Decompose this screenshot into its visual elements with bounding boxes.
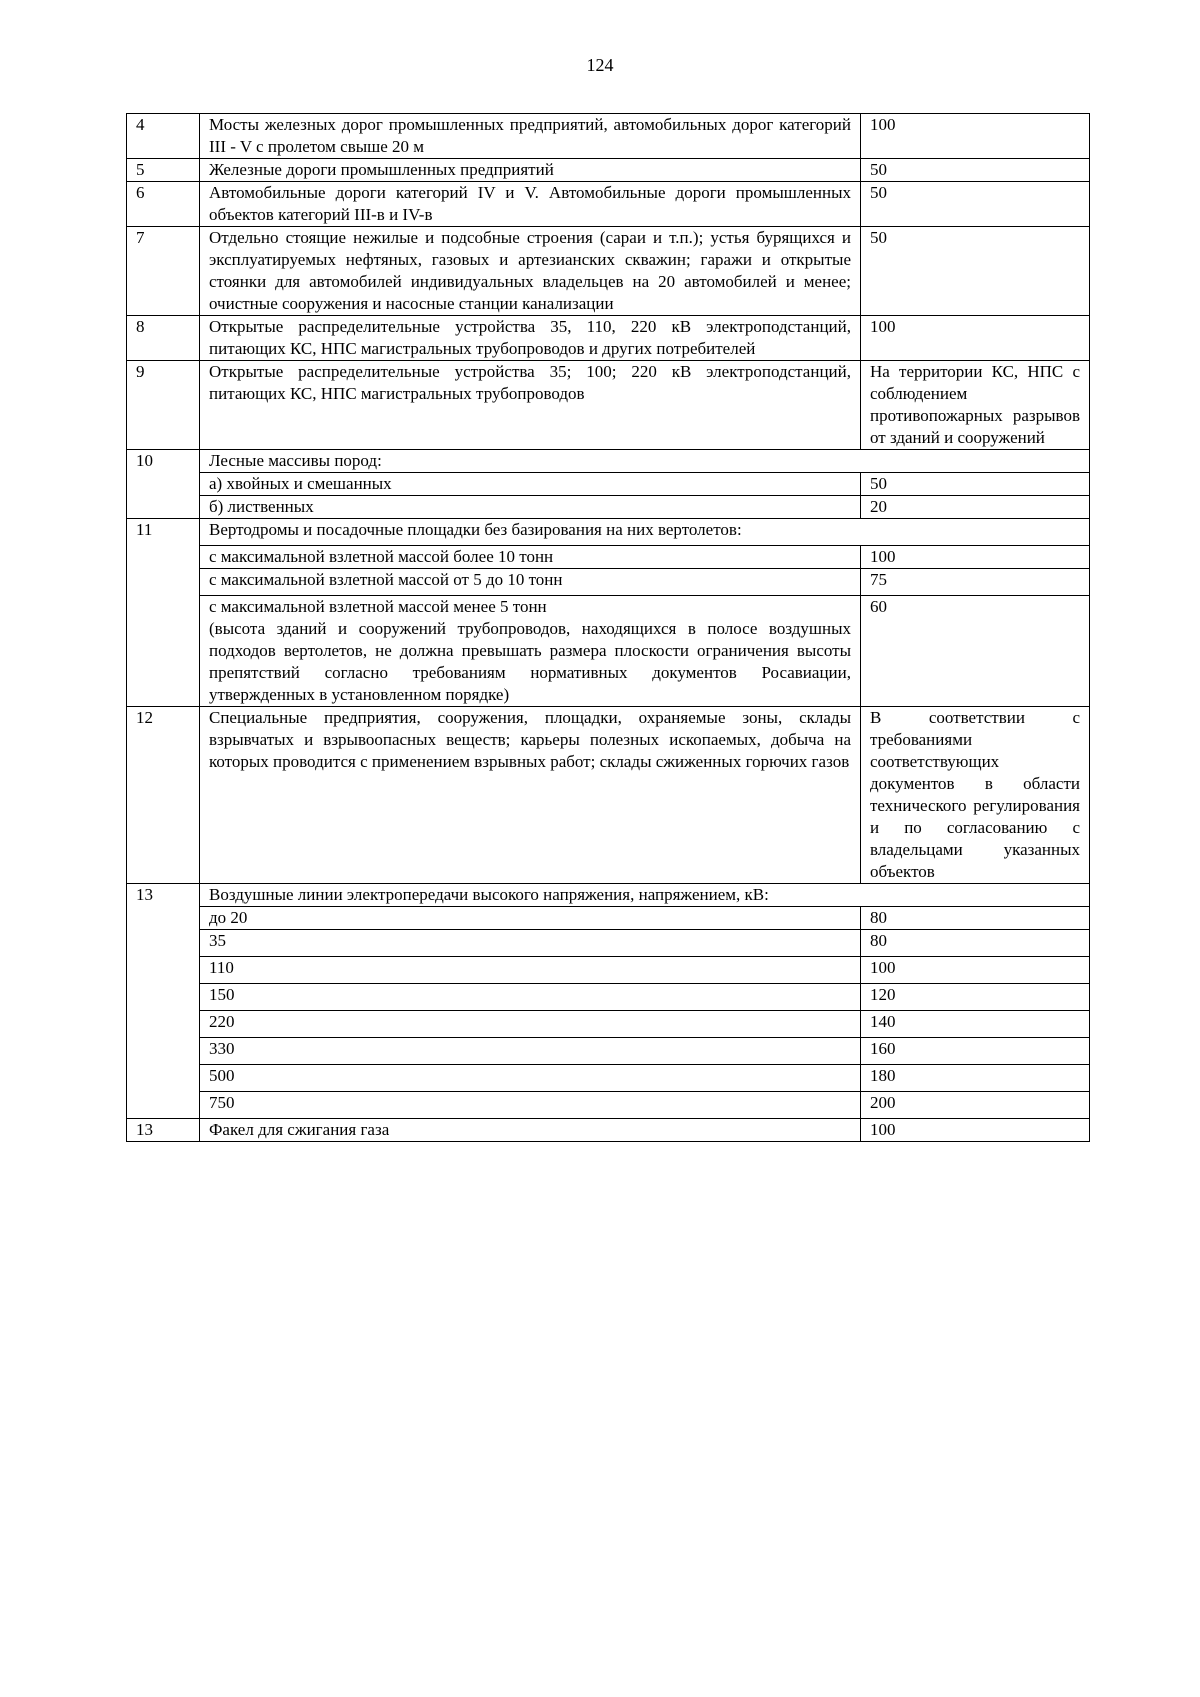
table-row	[127, 361, 1090, 450]
distance-value: 60	[861, 596, 1090, 707]
distance-value: 75	[861, 569, 1090, 596]
distance-value: 80	[861, 930, 1090, 957]
table-row	[127, 182, 1090, 227]
voltage-level: 330	[200, 1038, 861, 1065]
distance-value: 100	[861, 114, 1090, 159]
helipad-height-note: (высота зданий и сооружений трубопроводов, находящихся в полосе воздушных подходов вертолетов, не должна превышать размера плоскости ограничения высоты препятствий согласно требованиям нормативных документов Росавиации, утвержденных в установленном порядке)	[209, 619, 851, 704]
distance-value: На территории КС, НПС с соблюдением противопожарных разрывов от зданий и сооружений	[861, 361, 1090, 450]
voltage-level: 150	[200, 984, 861, 1011]
table-row	[127, 569, 1090, 596]
voltage-level: 35	[200, 930, 861, 957]
row-number: 7	[127, 227, 200, 316]
row-number: 10	[127, 450, 200, 519]
table-row	[127, 227, 1090, 316]
table-row	[127, 1092, 1090, 1119]
distance-value: 100	[861, 316, 1090, 361]
table-row	[127, 473, 1090, 496]
object-description: Железные дороги промышленных предприятий	[200, 159, 861, 182]
object-description: Факел для сжигания газа	[200, 1119, 861, 1142]
page-number: 124	[586, 55, 614, 75]
helipad-small-title: с максимальной взлетной массой менее 5 тонн	[209, 597, 547, 616]
table-row	[127, 884, 1090, 907]
distance-value: 140	[861, 1011, 1090, 1038]
row-number: 12	[127, 707, 200, 884]
distance-value: 80	[861, 907, 1090, 930]
row-number: 13	[127, 884, 200, 1119]
row-number: 9	[127, 361, 200, 450]
table-row	[127, 114, 1090, 159]
object-description: Мосты железных дорог промышленных предприятий, автомобильных дорог категорий III - V с пролетом свыше 20 м	[200, 114, 861, 159]
distance-value: 50	[861, 227, 1090, 316]
distance-value: 50	[861, 182, 1090, 227]
distance-value: 20	[861, 496, 1090, 519]
object-description: с максимальной взлетной массой от 5 до 10 тонн	[200, 569, 861, 596]
table-row	[127, 907, 1090, 930]
voltage-level: 500	[200, 1065, 861, 1092]
table-row	[127, 984, 1090, 1011]
distance-value: 180	[861, 1065, 1090, 1092]
table-row	[127, 1065, 1090, 1092]
table-row	[127, 1038, 1090, 1065]
table-row	[127, 930, 1090, 957]
voltage-level: 750	[200, 1092, 861, 1119]
object-description: Открытые распределительные устройства 35, 110, 220 кВ электроподстанций, питающих КС, НПС магистральных трубопроводов и других потребителей	[200, 316, 861, 361]
object-description: с максимальной взлетной массой более 10 тонн	[200, 546, 861, 569]
table-row	[127, 707, 1090, 884]
table-row	[127, 159, 1090, 182]
table-row	[127, 1119, 1090, 1142]
distance-value: 50	[861, 473, 1090, 496]
object-description: Специальные предприятия, сооружения, площадки, охраняемые зоны, склады взрывчатых и взрывоопасных веществ; карьеры полезных ископаемых, добыча на которых проводится с применением взрывных работ; склады сжиженных горючих газов	[200, 707, 861, 884]
row-number: 11	[127, 519, 200, 707]
row-number: 5	[127, 159, 200, 182]
object-description: Автомобильные дороги категорий IV и V. Автомобильные дороги промышленных объектов категорий III-в и IV-в	[200, 182, 861, 227]
voltage-level: 110	[200, 957, 861, 984]
table-row	[127, 957, 1090, 984]
distance-value: 100	[861, 957, 1090, 984]
table-row	[127, 519, 1090, 546]
object-description: Отдельно стоящие нежилые и подсобные строения (сараи и т.п.); устья бурящихся и эксплуатируемых нефтяных, газовых и артезианских скважин; гаражи и открытые стоянки для автомобилей индивидуальных владельцев на 20 автомобилей и менее; очистные сооружения и насосные станции канализации	[200, 227, 861, 316]
table-row	[127, 496, 1090, 519]
table-row	[127, 1011, 1090, 1038]
row-number: 13	[127, 1119, 200, 1142]
distance-value: В соответствии с требованиями соответствующих документов в области технического регулирования и по согласованию с владельцами указанных объектов	[861, 707, 1090, 884]
table-row	[127, 316, 1090, 361]
object-description: Открытые распределительные устройства 35; 100; 220 кВ электроподстанций, питающих КС, НПС магистральных трубопроводов	[200, 361, 861, 450]
distance-value: 100	[861, 546, 1090, 569]
table-row	[127, 450, 1090, 473]
distance-value: 50	[861, 159, 1090, 182]
distance-value: 160	[861, 1038, 1090, 1065]
distance-table	[126, 113, 1090, 1142]
section-heading: Лесные массивы пород:	[200, 450, 1090, 473]
distance-value: 100	[861, 1119, 1090, 1142]
section-heading: Воздушные линии электропередачи высокого напряжения, напряжением, кВ:	[200, 884, 1090, 907]
object-description: а) хвойных и смешанных	[200, 473, 861, 496]
object-description	[200, 596, 861, 707]
voltage-level: 220	[200, 1011, 861, 1038]
row-number: 6	[127, 182, 200, 227]
table-row	[127, 546, 1090, 569]
voltage-level: до 20	[200, 907, 861, 930]
row-number: 8	[127, 316, 200, 361]
section-heading: Вертодромы и посадочные площадки без базирования на них вертолетов:	[200, 519, 1090, 546]
distance-value: 120	[861, 984, 1090, 1011]
row-number: 4	[127, 114, 200, 159]
distance-value: 200	[861, 1092, 1090, 1119]
object-description: б) лиственных	[200, 496, 861, 519]
table-row	[127, 596, 1090, 707]
